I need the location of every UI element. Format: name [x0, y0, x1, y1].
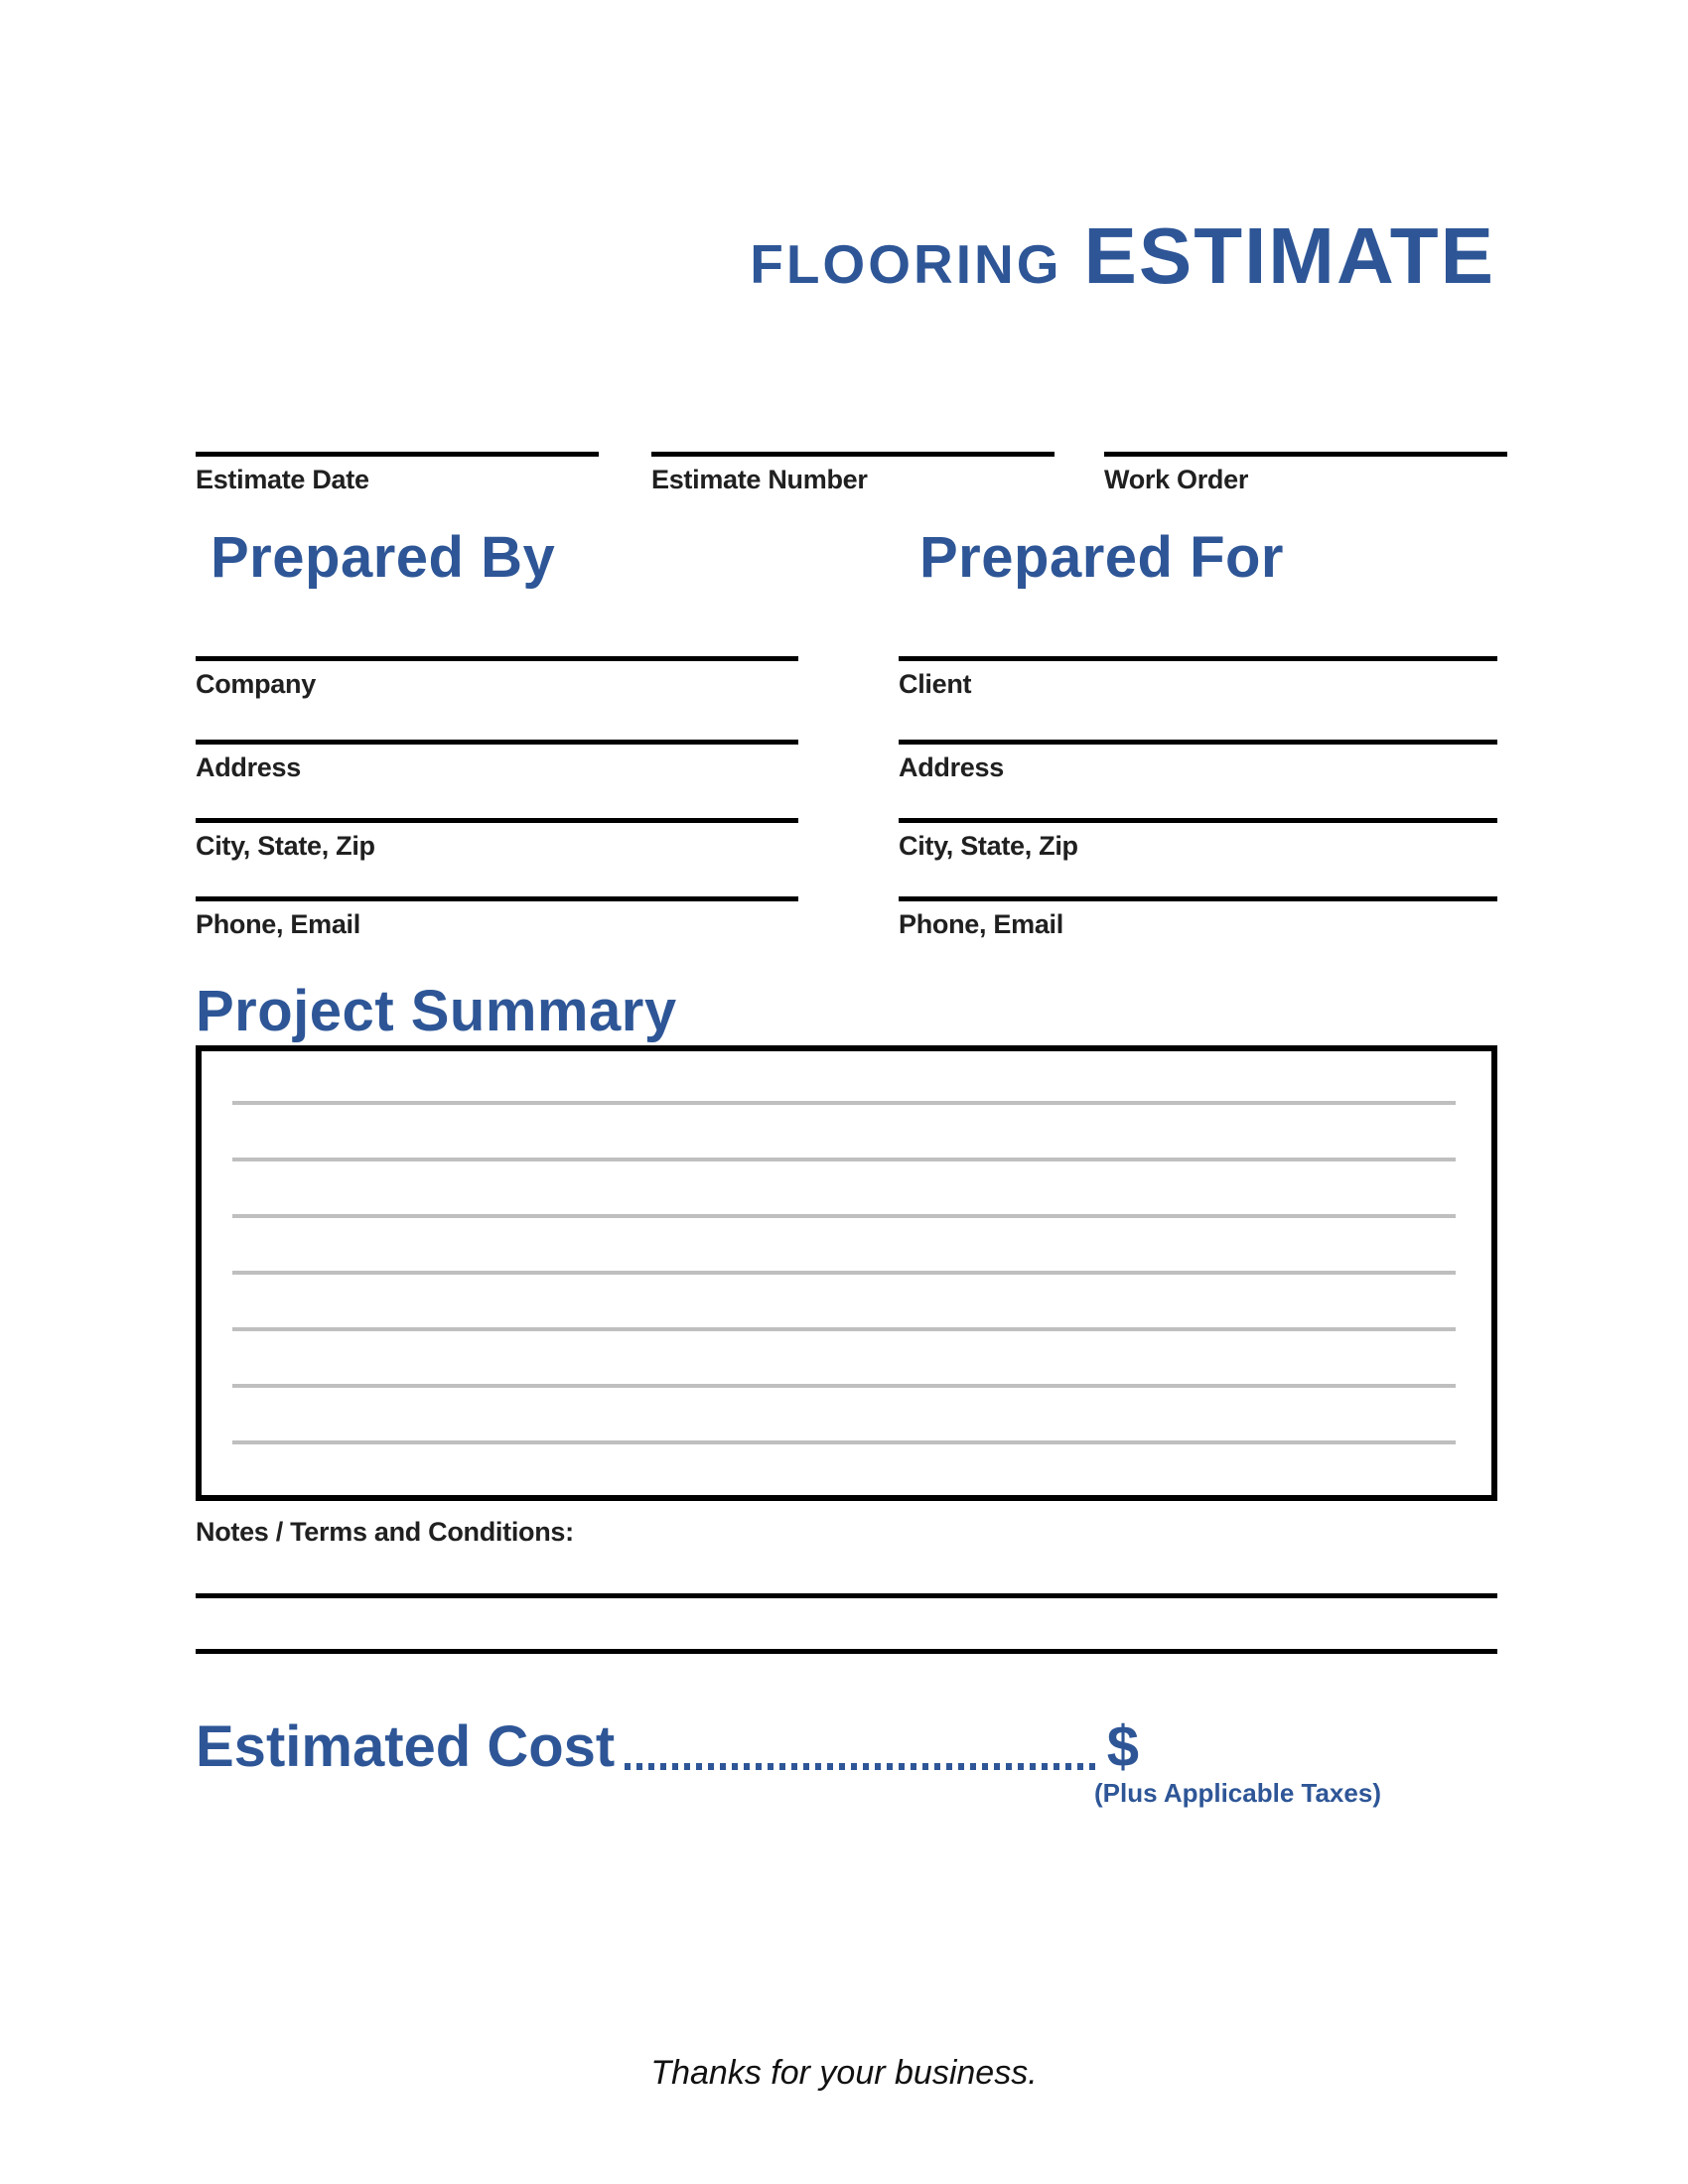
- by-city-state-zip-field: [196, 818, 798, 862]
- prepared-by-heading: Prepared By: [211, 525, 556, 590]
- client-field: [899, 656, 1497, 700]
- estimated-cost-row: [196, 1714, 1139, 1779]
- notes-line-1: [196, 1593, 1497, 1598]
- summary-ruled-line: [232, 1271, 1456, 1275]
- by-phone-email-label: Phone, Email: [196, 909, 360, 939]
- company-field: [196, 656, 798, 700]
- by-address-label: Address: [196, 752, 301, 782]
- project-summary-heading: Project Summary: [196, 979, 677, 1043]
- estimate-date-field: [196, 452, 599, 495]
- by-address-field: [196, 740, 798, 783]
- summary-ruled-line: [232, 1327, 1456, 1331]
- project-summary-box: [196, 1045, 1497, 1501]
- summary-ruled-line: [232, 1384, 1456, 1388]
- for-address-field: [899, 740, 1497, 783]
- summary-ruled-line: [232, 1214, 1456, 1218]
- estimate-number-label: Estimate Number: [651, 465, 868, 494]
- by-phone-email-field: [196, 896, 798, 940]
- company-label: Company: [196, 669, 316, 699]
- for-phone-email-label: Phone, Email: [899, 909, 1063, 939]
- for-city-state-zip-label: City, State, Zip: [899, 831, 1078, 861]
- by-city-state-zip-label: City, State, Zip: [196, 831, 375, 861]
- estimated-cost-label: Estimated Cost: [196, 1714, 616, 1779]
- for-city-state-zip-field: [899, 818, 1497, 862]
- summary-ruled-line: [232, 1158, 1456, 1161]
- estimate-date-label: Estimate Date: [196, 465, 369, 494]
- client-label: Client: [899, 669, 972, 699]
- summary-ruled-line: [232, 1440, 1456, 1444]
- summary-ruled-line: [232, 1101, 1456, 1105]
- title-main: ESTIMATE: [1083, 211, 1495, 300]
- footer-message: Thanks for your business.: [650, 2054, 1038, 2092]
- for-phone-email-field: [899, 896, 1497, 940]
- page-title: [750, 211, 1495, 300]
- prepared-for-heading: Prepared For: [919, 525, 1284, 590]
- work-order-field: [1104, 452, 1507, 495]
- title-prefix: FLOORING: [750, 233, 1062, 295]
- notes-line-2: [196, 1649, 1497, 1654]
- currency-symbol: $: [1106, 1714, 1139, 1779]
- notes-label: Notes / Terms and Conditions:: [196, 1517, 574, 1547]
- tax-note: (Plus Applicable Taxes): [1094, 1778, 1381, 1808]
- for-address-label: Address: [899, 752, 1004, 782]
- work-order-label: Work Order: [1104, 465, 1249, 494]
- estimate-number-field: [651, 452, 1055, 495]
- dot-leader: [625, 1763, 1101, 1770]
